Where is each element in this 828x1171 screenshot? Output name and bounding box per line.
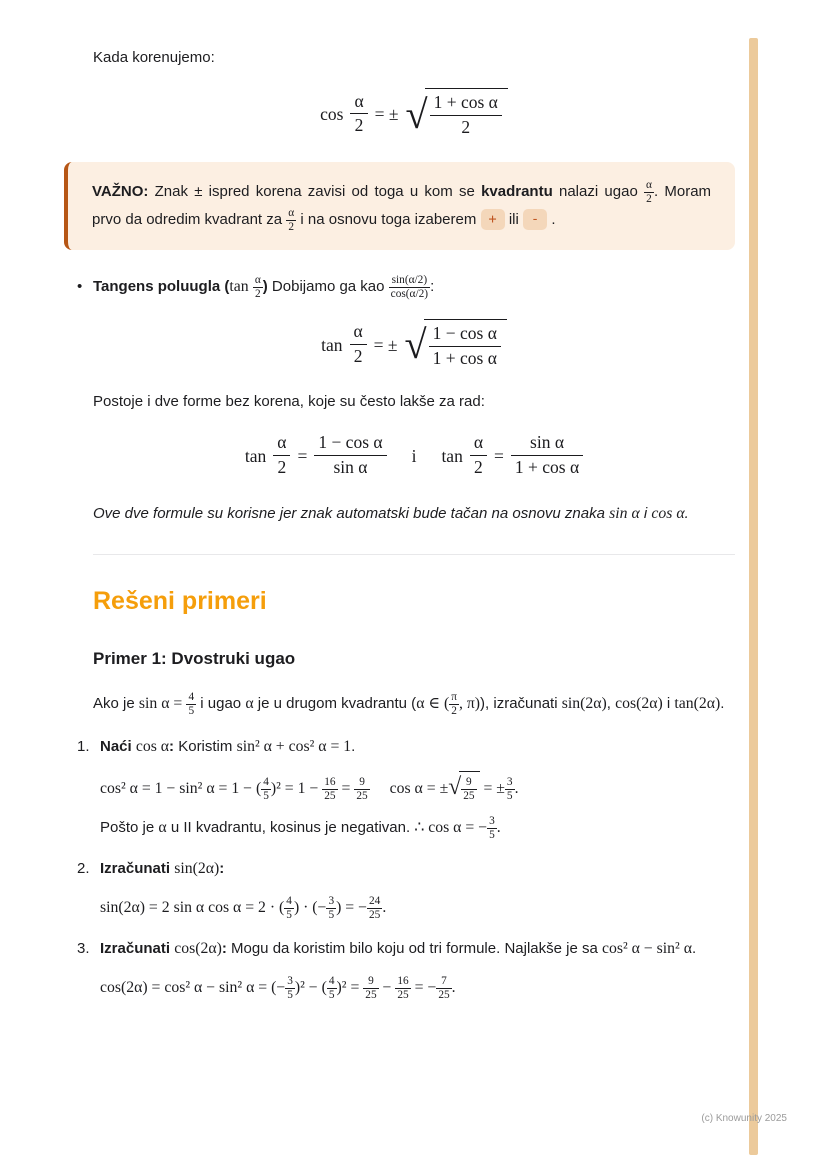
math-text: )² − ( <box>294 978 327 996</box>
important-callout <box>64 162 735 250</box>
math-inline: sin² α + cos² α = 1 <box>236 738 352 756</box>
bullet-bold: ) <box>262 277 268 295</box>
math-inline: α <box>245 695 254 713</box>
fraction-numerator: α <box>353 321 363 342</box>
fraction-4-over-5 <box>284 895 294 922</box>
callout-text: ili <box>508 210 519 228</box>
problem-text: , <box>606 695 611 713</box>
note-text: Ove dve formule su korisne jer znak automatski bude tačan na osnovu znaka <box>93 505 605 523</box>
callout-bold-word: kvadrantu <box>481 182 553 200</box>
bullet-item-tangens <box>77 274 735 301</box>
fraction-numerator: 9 <box>466 775 472 788</box>
math-fraction-wrap <box>389 273 430 300</box>
step-bold: Izračunati <box>100 940 171 958</box>
fraction-denominator: 5 <box>328 908 335 921</box>
fraction-numerator: α <box>288 206 295 219</box>
fraction-numerator: 3 <box>287 974 293 987</box>
fraction-3-over-5 <box>326 895 336 922</box>
fraction-sin-over-cos <box>389 274 430 301</box>
fraction-denominator: 1 + cos α <box>511 455 583 479</box>
fraction-denominator: 25 <box>356 789 368 802</box>
step-2 <box>77 856 735 922</box>
math-inline: α ∈ ( <box>416 695 450 713</box>
math-inline: cos α <box>135 738 170 756</box>
problem-statement <box>93 690 735 718</box>
fraction-denominator: 2 <box>644 192 654 206</box>
step-line <box>100 936 735 963</box>
section-divider <box>93 554 735 555</box>
bullet-bold: Tangens poluugla ( <box>93 277 230 295</box>
math-inline: cos(2α) <box>615 695 663 713</box>
step-text: Pošto je <box>100 819 155 837</box>
intro-text: Kada korenujemo: <box>93 49 215 66</box>
math-text: ) = − <box>336 899 367 917</box>
note-text: i <box>643 505 648 523</box>
calculation-line <box>100 771 735 803</box>
fraction-denominator: 5 <box>489 829 495 842</box>
math-function: tan <box>441 445 463 466</box>
math-fraction-wrap <box>449 690 459 717</box>
step-bold: Naći <box>100 738 132 756</box>
fraction-denominator: 5 <box>287 988 293 1001</box>
math-function: tan <box>244 445 267 466</box>
fraction-numerator: 9 <box>368 974 374 987</box>
problem-text: i <box>666 695 671 713</box>
step-body <box>100 856 735 922</box>
fraction-numerator: 4 <box>328 974 335 987</box>
fraction-numerator: α <box>254 273 261 286</box>
fraction-9-over-25 <box>363 975 378 1002</box>
example-heading: Primer 1: Dvostruki ugao <box>93 648 296 668</box>
math-inline: ∴ cos α = − <box>414 819 488 837</box>
math-function: tan <box>229 277 249 295</box>
fraction-numerator: 4 <box>286 894 292 907</box>
step-line <box>100 856 735 883</box>
math-text: cos(2α) = cos² α − sin² α = (− <box>100 978 286 996</box>
intro-paragraph <box>93 46 735 70</box>
callout-text: i na osnovu toga izaberem <box>300 210 477 228</box>
step-line <box>100 734 735 761</box>
math-text: = ± <box>483 780 505 797</box>
math-text: = − <box>414 978 437 996</box>
fraction-numerator: 3 <box>489 814 495 827</box>
math-inline: sin(2α) <box>561 695 607 713</box>
fraction-numerator: sin(α/2) <box>391 273 428 286</box>
fraction-9-over-25 <box>354 776 369 803</box>
math-inline: cos² α − sin² α <box>602 940 692 958</box>
note-text: . <box>684 505 689 523</box>
equals-plus-minus: = ± <box>374 103 399 124</box>
problem-text: je u drugom kvadrantu ( <box>257 695 417 713</box>
fraction-denominator: 2 <box>449 704 459 718</box>
forms-paragraph <box>93 390 735 414</box>
math-function: tan <box>321 334 343 355</box>
fraction-3-over-5 <box>505 776 515 803</box>
fraction-denominator: cos(α/2) <box>390 287 429 300</box>
fraction-numerator: 1 + cos α <box>433 92 498 112</box>
equals-sign: = <box>297 445 308 466</box>
radical-sign-icon: √ <box>448 774 462 800</box>
fraction-4-over-5 <box>186 691 196 718</box>
math-inline: cos(2α) <box>174 940 222 958</box>
step-text: Mogu da koristim bilo koju od tri formule. Najlakše je sa <box>231 940 598 958</box>
fraction-denominator: 2 <box>273 455 290 479</box>
fraction-7-over-25 <box>436 975 451 1002</box>
math-text: . <box>496 819 501 837</box>
step-bold: : <box>221 940 227 958</box>
formula-cos-half-angle <box>93 88 735 140</box>
fraction-denominator: 25 <box>369 908 381 921</box>
square-root <box>448 771 479 803</box>
step-bold: Izračunati <box>100 860 171 878</box>
radical-sign-icon: √ <box>405 91 428 137</box>
problem-text: Ako je <box>93 695 135 713</box>
fraction-numerator: 4 <box>263 775 269 788</box>
plus-chip: + <box>481 209 505 230</box>
math-text: sin(2α) = 2 sin α cos α = 2 · ( <box>100 899 285 917</box>
fraction-denominator: 2 <box>470 455 487 479</box>
fraction-denominator: 2 <box>286 220 296 234</box>
math-text: cos α = ± <box>389 780 449 797</box>
bullet-text: Dobijamo ga kao <box>271 277 385 295</box>
fraction-numerator: 16 <box>324 775 336 788</box>
fraction-alpha-over-2 <box>350 91 367 138</box>
math-fraction-wrap <box>644 178 654 205</box>
math-text: . <box>451 978 456 996</box>
step-text: . <box>691 940 697 958</box>
radicand <box>424 319 507 371</box>
fraction-numerator: α <box>473 432 483 453</box>
math-text: − <box>382 978 392 996</box>
fraction-numerator: 24 <box>369 894 381 907</box>
fraction-denominator: 2 <box>253 287 263 301</box>
problem-text: . <box>720 695 725 713</box>
fraction-numerator: π <box>451 690 457 703</box>
fraction-pi-over-2 <box>449 691 459 718</box>
callout-text: Znak ± ispred korena zavisi od toga u kom se <box>154 182 475 200</box>
fraction-16-over-25 <box>322 776 337 803</box>
fraction-3-over-5 <box>487 815 497 842</box>
fraction-alpha-over-2 <box>273 432 290 479</box>
watermark: (c) Knowunity 2025 <box>701 1113 787 1124</box>
square-root <box>405 319 507 371</box>
solution-steps <box>77 734 735 1002</box>
fraction-3-over-5 <box>285 975 295 1002</box>
fraction-24-over-25 <box>367 895 382 922</box>
math-text: = <box>341 780 351 797</box>
fraction-denominator: 5 <box>328 988 335 1001</box>
conjunction-i: i <box>411 445 417 466</box>
math-text: . <box>514 780 519 797</box>
step-body <box>100 936 735 1002</box>
fraction-denominator: 25 <box>397 988 409 1001</box>
fraction-4-over-5 <box>327 975 337 1002</box>
list-number: 3. <box>77 940 90 958</box>
fraction <box>314 432 386 479</box>
math-text: ) · (− <box>293 899 327 917</box>
fraction-alpha-over-2 <box>253 274 263 301</box>
callout-text: nalazi ugao <box>559 182 638 200</box>
formula-tan-two-forms <box>93 432 735 479</box>
list-number: 1. <box>77 738 90 756</box>
problem-text: ), izračunati <box>480 695 558 713</box>
callout-label: VAŽNO: <box>92 182 149 200</box>
step-text: Koristim <box>178 738 233 756</box>
step-text: u II kvadrantu, kosinus je negativan. <box>170 819 411 837</box>
fraction-alpha-over-2 <box>644 179 654 206</box>
fraction-numerator: 16 <box>397 974 409 987</box>
step-3 <box>77 936 735 1002</box>
radicand <box>459 771 479 803</box>
list-number: 2. <box>77 860 90 878</box>
conclusion-line <box>100 813 735 842</box>
fraction-numerator: α <box>354 90 364 111</box>
fraction-numerator: 3 <box>328 894 335 907</box>
bullet-marker: • <box>77 277 83 295</box>
equals-sign: = <box>494 445 504 466</box>
math-inline: sin α = <box>138 695 183 713</box>
section-heading: Rešeni primeri <box>93 586 267 615</box>
right-edge-highlight-bar <box>749 38 758 1155</box>
math-text: )² = 1 − <box>270 780 319 797</box>
fraction-alpha-over-2 <box>350 321 367 368</box>
fraction-numerator: α <box>277 432 287 453</box>
math-fraction-wrap <box>253 273 263 300</box>
fraction-4-over-5 <box>261 776 271 803</box>
fraction-16-over-25 <box>395 975 410 1002</box>
fraction-numerator: 3 <box>506 775 513 788</box>
radical-sign-icon: √ <box>404 322 427 368</box>
fraction-denominator: sin α <box>314 455 386 479</box>
fraction-denominator: 25 <box>365 988 377 1001</box>
math-function: cos <box>320 103 344 124</box>
fraction-numerator: 1 − cos α <box>432 322 497 343</box>
fraction-9-over-25 <box>461 776 476 803</box>
bullet-content <box>93 274 735 301</box>
fraction-alpha-over-2 <box>286 207 296 234</box>
fraction-denominator: 2 <box>350 113 367 137</box>
math-fraction-wrap <box>487 814 497 842</box>
fraction-denominator: 2 <box>350 344 367 368</box>
calculation-line <box>100 893 735 922</box>
callout-text: . <box>551 210 556 228</box>
problem-text: i ugao <box>200 695 242 713</box>
step-bold: : <box>219 860 225 878</box>
math-fraction-wrap <box>186 690 196 717</box>
fraction-alpha-over-2 <box>470 432 487 479</box>
fraction-denominator: 5 <box>506 789 513 802</box>
fraction-numerator: 4 <box>188 690 195 703</box>
fraction-numerator: 1 − cos α <box>318 432 383 453</box>
math-inline: α <box>158 819 167 837</box>
fraction-denominator: 5 <box>263 789 269 802</box>
fraction-numerator: sin α <box>530 432 564 453</box>
callout-text: . Moram prvo da odredim kvadrant za <box>92 182 712 228</box>
math-inline: cos α <box>651 505 685 523</box>
fraction-denominator: 5 <box>188 705 195 717</box>
note-paragraph <box>93 501 735 528</box>
math-inline: , π) <box>458 695 481 713</box>
minus-chip: - <box>523 209 547 230</box>
fraction-numerator: 9 <box>359 775 365 788</box>
math-text: . <box>382 899 387 917</box>
fraction <box>430 92 502 139</box>
math-inline: sin α <box>609 505 640 523</box>
fraction-denominator: 25 <box>324 789 336 802</box>
step-body <box>100 734 735 842</box>
math-text: cos² α = 1 − sin² α = 1 − ( <box>100 780 262 797</box>
math-inline: tan(2α) <box>674 695 721 713</box>
fraction <box>429 323 501 370</box>
formula-tan-half-angle <box>93 319 735 371</box>
fraction-denominator: 5 <box>286 908 292 921</box>
calculation-line <box>100 973 735 1002</box>
bullet-text: : <box>430 277 435 295</box>
fraction-denominator: 25 <box>463 789 475 802</box>
fraction-numerator: 7 <box>441 974 447 987</box>
math-inline: sin(2α) <box>174 860 220 878</box>
step-text: . <box>351 738 356 756</box>
math-text: )² = <box>336 978 360 996</box>
fraction <box>511 432 583 479</box>
fraction-denominator: 2 <box>430 115 502 139</box>
step-1 <box>77 734 735 842</box>
step-bold: : <box>169 738 175 756</box>
fraction-denominator: 1 + cos α <box>429 346 501 370</box>
radicand <box>425 88 508 140</box>
fraction-denominator: 25 <box>438 988 450 1001</box>
equals-plus-minus: = ± <box>373 334 398 355</box>
square-root <box>406 88 508 140</box>
forms-text: Postoje i dve forme bez korena, koje su često lakše za rad: <box>93 393 485 411</box>
math-fraction-wrap <box>286 206 296 233</box>
fraction-numerator: α <box>646 178 652 191</box>
